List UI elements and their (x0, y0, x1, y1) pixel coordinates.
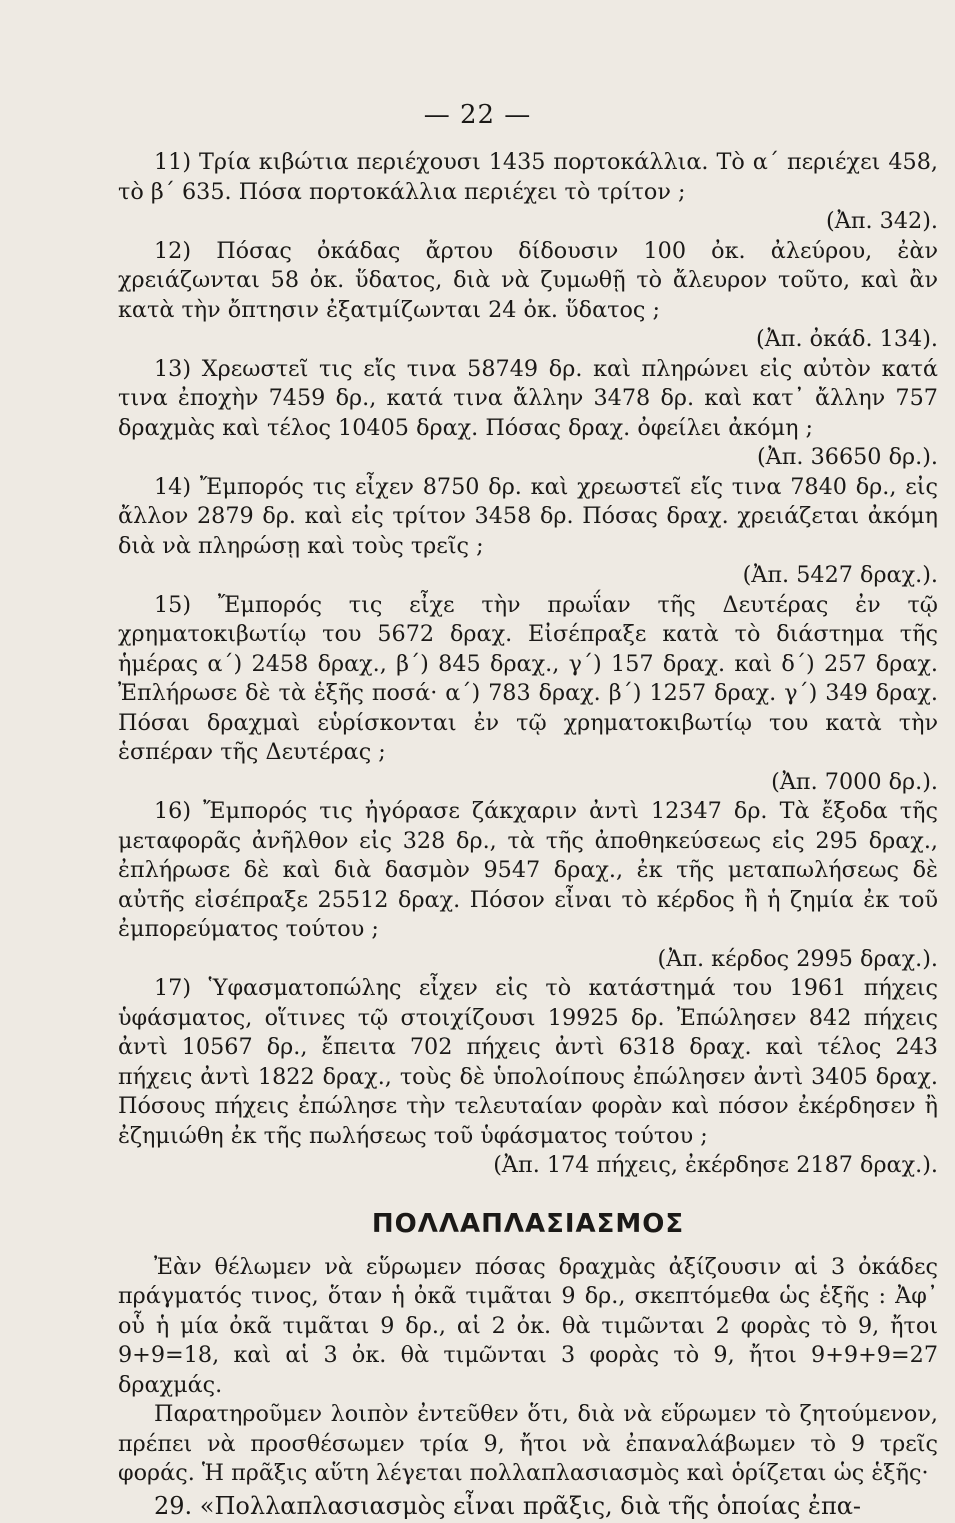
problem-15-answer: (Ἀπ. 7000 δρ.). (771, 768, 938, 795)
problem-16-text: 16) Ἔμπορός τις ἠγόρασε ζάκχαριν ἀντὶ 12347 δρ. Τὰ ἔξοδα τῆς μεταφορᾶς ἀνῆλθον εἰς 328 δρ., τὰ τῆς ἀποθηκεύσεως εἰς 295 δραχ., ἐπλήρωσε δὲ καὶ διὰ δασμὸν 9547 δραχ., ἐκ τῆς μεταπωλήσεως δὲ αὐτῆς εἰσέπραξε 25512 δραχ. Πόσον εἶναι τὸ κέρδος ἢ ἡ ζημία ἐκ τοῦ ἐμπορεύματος τούτου ; (118, 798, 938, 942)
problem-15-text: 15) Ἔμπορός τις εἶχε τὴν πρωΐαν τῆς Δευτέρας ἐν τῷ χρηματοκιβωτίῳ του 5672 δραχ. Εἰσέπραξε κατὰ τὸ διάστημα τῆς ἡμέρας α´) 2458 δραχ., β´) 845 δραχ., γ´) 157 δραχ. καὶ δ´) 257 δραχ. Ἐπλήρωσε δὲ τὰ ἑξῆς ποσά· α´) 783 δραχ. β´) 1257 δραχ. γ´) 349 δραχ. Πόσαι δραχμαὶ εὑρίσκονται ἐν τῷ χρηματοκιβωτίῳ του κατὰ τὴν ἑσπέραν τῆς Δευτέρας ; (118, 591, 938, 765)
page-number: — 22 — (423, 100, 532, 130)
problem-11-answer: (Ἀπ. 342). (826, 208, 938, 234)
problem-13-text: 13) Χρεωστεῖ τις εἴς τινα 58749 δρ. καὶ πληρώνει εἰς αὐτὸν κατά τινα ἐποχὴν 7459 δρ., κατά τινα ἄλλην 3478 δρ. καὶ κατ᾽ ἄλλην 757 δραχμὰς καὶ τέλος 10405 δραχ. Πόσας δραχ. ὀφείλει ἀκόμη ; (118, 355, 938, 441)
section-paragraph-1: Ἐὰν θέλωμεν νὰ εὕρωμεν πόσας δραχμὰς ἀξίζουσιν αἱ 3 ὀκάδες πράγματός τινος, ὅταν ἡ ὀκᾶ τιμᾶται 9 δρ., σκεπτόμεθα ὡς ἑξῆς : Ἀφ᾽ οὗ ἡ μία ὀκᾶ τιμᾶται 9 δρ., αἱ 2 ὀκ. θὰ τιμῶνται 2 φορὰς τὸ 9, ἤτοι 9+9=18, καὶ αἱ 3 ὀκ. θὰ τιμῶνται 3 φορὰς τὸ 9, ἤτοι 9+9+9=27 δραχμάς. (118, 1253, 938, 1398)
problem-17-answer: (Ἀπ. 174 πήχεις, ἐκέρδησε 2187 δραχ.). (493, 1152, 938, 1178)
page-body (118, 148, 938, 1523)
definition-paragraph: 29. «Πολλαπλασιασμὸς εἶναι πρᾶξις, διὰ τῆς ὁποίας ἐπα- (154, 1491, 862, 1520)
problem-11-text: 11) Τρία κιβώτια περιέχουσι 1435 πορτοκάλλια. Τὸ α´ περιέχει 458, τὸ β´ 635. Πόσα πορτοκάλλια περιέχει τὸ τρίτον ; (118, 149, 938, 205)
section-title: ΠΟΛΛΑΠΛΑΣΙΑΣΜΟΣ (371, 1208, 685, 1239)
problem-16-answer: (Ἀπ. κέρδος 2995 δραχ.). (657, 945, 938, 972)
section-paragraph-2: Παρατηροῦμεν λοιπὸν ἐντεῦθεν ὅτι, διὰ νὰ εὕρωμεν τὸ ζητούμενον, πρέπει νὰ προσθέσωμεν τρία 9, ἤτοι νὰ ἐπαναλάβωμεν τὸ 9 τρεῖς φοράς. Ἡ πρᾶξις αὕτη λέγεται πολλαπλασιασμὸς καὶ ὁρίζεται ὡς ἑξῆς· (118, 1401, 938, 1486)
problem-13-answer: (Ἀπ. 36650 δρ.). (756, 444, 938, 470)
problem-17-text: 17) Ὑφασματοπώλης εἶχεν εἰς τὸ κατάστημά του 1961 πήχεις ὑφάσματος, οἵτινες τῷ στοιχίζουσι 19925 δρ. Ἐπώλησεν 842 πήχεις ἀντὶ 10567 δρ., ἔπειτα 702 πήχεις ἀντὶ 6318 δραχ. καὶ τέλος 243 πήχεις ἀντὶ 1822 δραχ., τοὺς δὲ ὑπολοίπους ἐπώλησεν ἀντὶ 3405 δραχ. Πόσους πήχεις ἐπώλησε τὴν τελευταίαν φορὰν καὶ πόσον ἐκέρδησεν ἢ ἐζημιώθη ἐκ τῆς πωλήσεως τοῦ ὑφάσματος τούτου ; (118, 975, 938, 1149)
problem-12-text: 12) Πόσας ὀκάδας ἄρτου δίδουσιν 100 ὀκ. ἀλεύρου, ἐὰν χρειάζωνται 58 ὀκ. ὕδατος, διὰ νὰ ζυμωθῇ τὸ ἄλευρον τοῦτο, καὶ ἂν κατὰ τὴν ὄπτησιν ἐξατμίζωνται 24 ὀκ. ὕδατος ; (118, 237, 938, 323)
problem-12-answer: (Ἀπ. ὀκάδ. 134). (756, 326, 938, 352)
problem-14-answer: (Ἀπ. 5427 δραχ.). (742, 562, 938, 588)
problem-14-text: 14) Ἔμπορός τις εἶχεν 8750 δρ. καὶ χρεωστεῖ εἴς τινα 7840 δρ., εἰς ἄλλον 2879 δρ. καὶ εἰς τρίτον 3458 δρ. Πόσας δραχ. χρειάζεται ἀκόμη διὰ νὰ πληρώσῃ καὶ τοὺς τρεῖς ; (118, 473, 938, 559)
